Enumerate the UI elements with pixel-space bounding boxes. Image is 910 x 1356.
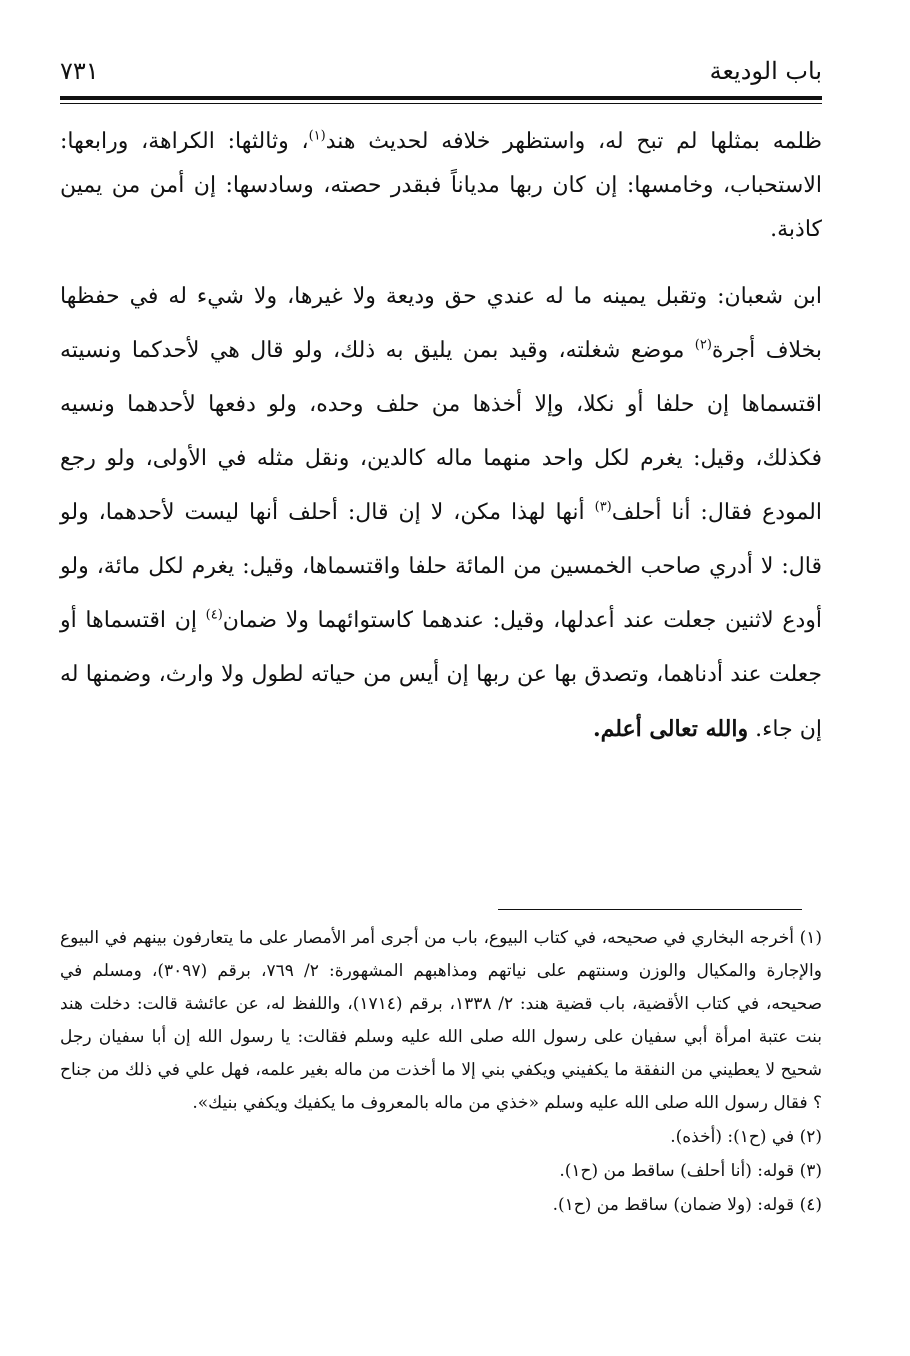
footnote-ref-4: (٤) [205,607,223,623]
footnote-separator [498,909,802,910]
page-number: ٧٣١ [60,57,99,85]
header-rule-thin [60,103,822,104]
paragraph-2-part-a: ابن شعبان: وتقبل يمينه ما له عندي حق وديعة ولا غيرها، ولا شيء له في حفظها بخلاف أجرة [60,284,822,363]
footnote-ref-2: (٢) [694,337,712,353]
footnote-2: (٢) في (ح١): (أخذه). [670,1127,822,1147]
footnote-3: (٣) قوله: (أنا أحلف) ساقط من (ح١). [559,1161,822,1181]
paragraph-2-part-c: أنها لهذا مكن، لا إن قال: أحلف أنها ليست لأحدهما، ولو قال: لا أدري صاحب الخمسين من المائة حلفا واقتسماها، وقيل: يغرم لكل مائة، ولو أودع لاثنين جعلت عند أعدلها، وقيل: عندهما كاستوائهما ولا ضمان [60,500,822,633]
footnotes [60,922,822,1222]
closing-phrase: والله تعالى أعلم. [592,716,749,742]
footnote-ref-1: (١) [308,128,326,144]
page-header [60,52,822,90]
running-title: باب الوديعة [709,57,822,85]
paragraph-1-part-a: ظلمه بمثلها لم تبح له، واستظهر خلافه لحديث هند [325,129,823,154]
header-rule-thick [60,96,822,100]
footnote-4: (٤) قوله: (ولا ضمان) ساقط من (ح١). [552,1195,822,1215]
main-text [60,120,822,757]
paragraph-2-part-b: موضع شغلته، وقيد بمن يليق به ذلك، ولو قال هي لأحدكما ونسيته اقتسماها إن حلفا أو نكلا، وإلا أخذها من حلف وحده، ولو دفعها لأحدهما ونسيه فكذلك، وقيل: يغرم لكل واحد منهما ماله كالدين، ونقل مثله في الأولى، ولو رجع المودع فقال: أنا أحلف [60,338,822,525]
footnote-1: (١) أخرجه البخاري في صحيحه، في كتاب البيوع، باب من أجرى أمر الأمصار على ما يتعارفون بينهم في البيوع والإجارة والمكيال والوزن وسنتهم على نياتهم ومذاهبهم المشهورة: ٢/ ٧٦٩، برقم (٣٠٩٧)، ومسلم في صحيحه، في كتاب الأقضية، باب قضية هند: ٢/ ١٣٣٨، برقم (١٧١٤)، واللفظ له، عن عائشة قالت: دخلت هند بنت عتبة امرأة أبي سفيان على رسول الله صلى الله عليه وسلم فقالت: يا رسول الله إن أبا سفيان رجل شحيح لا يعطيني من النفقة ما يكفيني ويكفي بني إلا ما أخذت من ماله بغير علمه، فهل علي في ذلك من جناح ؟ فقال رسول الله صلى الله عليه وسلم «خذي من ماله بالمعروف ما يكفيك ويكفي بنيك». [60,928,823,1113]
paragraph-1-part-b: ، وثالثها: الكراهة، ورابعها: الاستحباب، وخامسها: إن كان ربها مدياناً فبقدر حصته، وسادسها: إن أمن من يمين كاذبة. [60,129,822,242]
paragraph-2-part-d: إن اقتسماها أو جعلت عند أدناهما، وتصدق بها عن ربها إن أيس من حياته لطول ولا وارث، وضمنها له إن جاء. [60,608,822,742]
paragraph-2 [60,270,822,757]
footnote-ref-3: (٣) [594,499,612,515]
paragraph-1 [60,120,822,252]
